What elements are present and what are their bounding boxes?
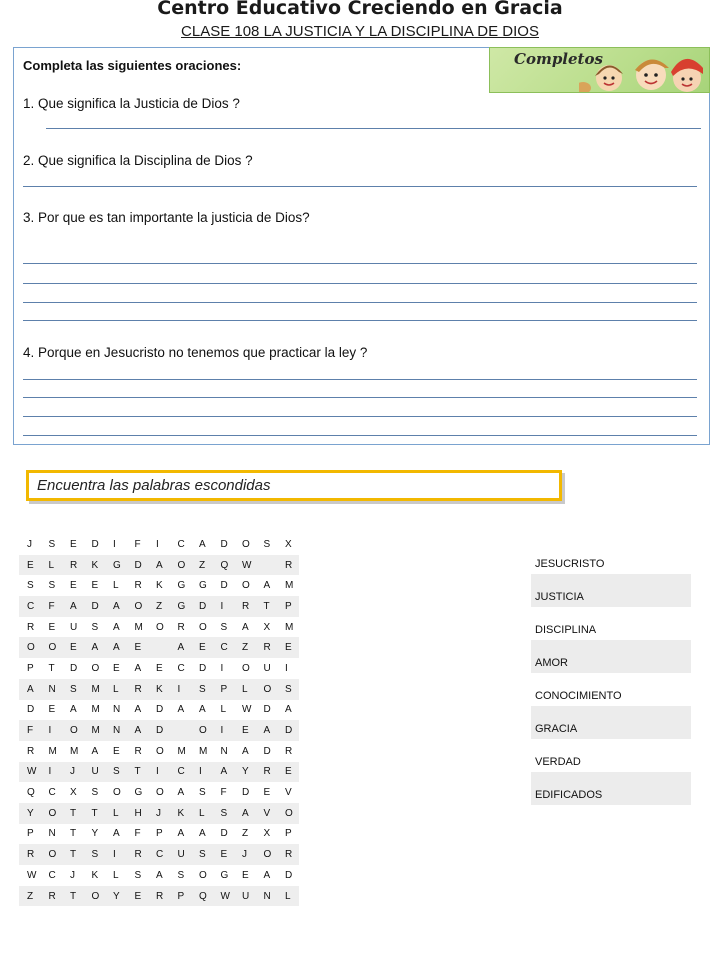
grid-cell[interactable]: F (213, 782, 235, 803)
answer-line[interactable] (23, 302, 697, 303)
grid-cell[interactable]: D (234, 782, 256, 803)
grid-cell[interactable]: F (41, 596, 63, 617)
grid-cell[interactable]: F (127, 534, 149, 555)
grid-cell[interactable]: I (41, 720, 63, 741)
grid-cell[interactable]: L (41, 555, 63, 576)
grid-cell[interactable]: A (256, 575, 278, 596)
grid-cell[interactable]: O (234, 534, 256, 555)
grid-cell[interactable]: N (41, 679, 63, 700)
grid-cell[interactable]: Y (105, 886, 127, 907)
grid-cell[interactable]: F (127, 824, 149, 845)
grid-cell[interactable]: A (84, 741, 106, 762)
grid-cell[interactable]: A (191, 824, 213, 845)
grid-cell[interactable]: O (191, 617, 213, 638)
word-list-item: EDIFICADOS (531, 772, 691, 805)
grid-cell[interactable]: E (62, 575, 84, 596)
grid-cell[interactable]: D (191, 658, 213, 679)
grid-cell[interactable]: Y (84, 824, 106, 845)
grid-cell[interactable]: T (84, 803, 106, 824)
grid-cell[interactable]: N (105, 700, 127, 721)
grid-cell[interactable]: S (170, 865, 192, 886)
grid-cell[interactable]: S (191, 679, 213, 700)
grid-row (19, 555, 299, 576)
grid-cell[interactable]: O (41, 637, 63, 658)
grid-cell[interactable]: D (277, 720, 299, 741)
grid-cell[interactable]: A (213, 762, 235, 783)
grid-cell[interactable]: G (170, 575, 192, 596)
grid-cell[interactable]: T (256, 596, 278, 617)
grid-cell[interactable]: E (277, 762, 299, 783)
grid-cell[interactable]: E (105, 741, 127, 762)
grid-cell[interactable]: L (234, 679, 256, 700)
grid-cell[interactable]: I (148, 534, 170, 555)
grid-cell[interactable]: D (127, 555, 149, 576)
grid-row (19, 803, 299, 824)
grid-cell[interactable]: A (105, 596, 127, 617)
grid-cell[interactable]: M (191, 741, 213, 762)
grid-cell[interactable]: I (213, 658, 235, 679)
grid-cell[interactable]: I (105, 534, 127, 555)
lesson-subtitle: CLASE 108 LA JUSTICIA Y LA DISCIPLINA DE DIOS (181, 23, 539, 40)
grid-cell[interactable]: O (41, 844, 63, 865)
grid-cell[interactable]: W (19, 762, 41, 783)
grid-cell[interactable]: K (148, 679, 170, 700)
grid-cell[interactable]: R (277, 555, 299, 576)
grid-cell[interactable]: H (127, 803, 149, 824)
grid-cell[interactable]: A (84, 637, 106, 658)
answer-line[interactable] (23, 283, 697, 284)
grid-cell[interactable]: O (84, 886, 106, 907)
grid-cell[interactable]: G (170, 596, 192, 617)
grid-cell[interactable]: E (41, 617, 63, 638)
grid-cell[interactable]: P (213, 679, 235, 700)
grid-cell[interactable]: R (234, 596, 256, 617)
grid-cell[interactable]: P (170, 886, 192, 907)
word-list-item: JUSTICIA (531, 574, 691, 607)
grid-cell[interactable]: S (256, 534, 278, 555)
grid-row (19, 741, 299, 762)
grid-cell[interactable]: O (148, 782, 170, 803)
grid-cell[interactable]: A (127, 658, 149, 679)
grid-cell[interactable]: O (41, 803, 63, 824)
grid-row (19, 782, 299, 803)
grid-cell[interactable]: O (148, 617, 170, 638)
grid-cell[interactable]: M (84, 679, 106, 700)
grid-cell[interactable]: A (234, 741, 256, 762)
grid-cell[interactable]: A (19, 679, 41, 700)
grid-cell[interactable]: O (170, 555, 192, 576)
grid-row (19, 720, 299, 741)
grid-cell[interactable]: A (148, 555, 170, 576)
answer-line[interactable] (23, 435, 697, 436)
grid-cell[interactable]: M (127, 617, 149, 638)
grid-cell[interactable]: L (105, 679, 127, 700)
grid-cell[interactable]: P (277, 824, 299, 845)
grid-cell[interactable]: M (41, 741, 63, 762)
grid-cell[interactable]: I (213, 720, 235, 741)
grid-row (19, 679, 299, 700)
grid-cell[interactable]: Q (191, 886, 213, 907)
grid-cell[interactable] (256, 555, 278, 576)
grid-cell[interactable]: T (127, 762, 149, 783)
grid-cell[interactable]: Q (19, 782, 41, 803)
grid-cell[interactable]: Z (19, 886, 41, 907)
grid-cell[interactable]: X (62, 782, 84, 803)
grid-cell[interactable]: I (213, 596, 235, 617)
grid-cell[interactable]: C (41, 865, 63, 886)
grid-cell[interactable]: K (148, 575, 170, 596)
letter-grid (19, 534, 299, 906)
grid-cell[interactable]: A (62, 700, 84, 721)
grid-cell[interactable]: A (127, 720, 149, 741)
grid-cell[interactable]: J (148, 803, 170, 824)
grid-cell[interactable]: A (256, 720, 278, 741)
grid-cell[interactable]: X (256, 617, 278, 638)
grid-row (19, 844, 299, 865)
grid-cell[interactable]: M (62, 741, 84, 762)
grid-cell[interactable]: U (170, 844, 192, 865)
grid-cell[interactable]: R (256, 637, 278, 658)
answer-line[interactable] (23, 320, 697, 321)
grid-cell[interactable]: D (213, 575, 235, 596)
grid-cell[interactable]: E (105, 658, 127, 679)
grid-cell[interactable]: N (41, 824, 63, 845)
grid-row (19, 658, 299, 679)
grid-cell[interactable]: E (213, 844, 235, 865)
grid-row (19, 762, 299, 783)
grid-cell[interactable]: O (191, 720, 213, 741)
grid-cell[interactable]: A (170, 824, 192, 845)
grid-cell[interactable]: S (84, 782, 106, 803)
grid-row (19, 865, 299, 886)
grid-cell[interactable]: O (277, 803, 299, 824)
grid-cell[interactable]: D (19, 700, 41, 721)
grid-cell[interactable] (170, 720, 192, 741)
grid-cell[interactable]: D (277, 865, 299, 886)
grid-cell[interactable]: U (62, 617, 84, 638)
grid-cell[interactable]: X (277, 534, 299, 555)
grid-row (19, 886, 299, 907)
grid-cell[interactable]: N (105, 720, 127, 741)
word-list-item: CONOCIMIENTO (531, 673, 691, 706)
grid-cell[interactable]: Z (191, 555, 213, 576)
word-list-item: DISCIPLINA (531, 607, 691, 640)
grid-cell[interactable]: O (127, 596, 149, 617)
grid-cell[interactable]: A (127, 700, 149, 721)
grid-cell[interactable]: J (62, 762, 84, 783)
grid-cell[interactable]: E (41, 700, 63, 721)
grid-row (19, 575, 299, 596)
grid-row (19, 534, 299, 555)
answer-line[interactable] (23, 186, 697, 187)
word-list-item: GRACIA (531, 706, 691, 739)
grid-cell[interactable]: A (256, 865, 278, 886)
grid-cell[interactable]: R (19, 741, 41, 762)
grid-cell[interactable]: M (277, 617, 299, 638)
grid-cell[interactable]: Q (213, 555, 235, 576)
grid-cell[interactable]: C (41, 782, 63, 803)
word-list-item: AMOR (531, 640, 691, 673)
grid-cell[interactable]: M (277, 575, 299, 596)
grid-cell[interactable]: S (41, 534, 63, 555)
grid-cell[interactable]: S (191, 782, 213, 803)
grid-cell[interactable]: S (62, 679, 84, 700)
grid-cell[interactable]: J (19, 534, 41, 555)
grid-cell[interactable]: M (170, 741, 192, 762)
grid-cell[interactable]: R (127, 844, 149, 865)
grid-cell[interactable]: E (127, 637, 149, 658)
grid-cell[interactable]: A (148, 865, 170, 886)
grid-cell[interactable]: R (19, 617, 41, 638)
answer-line[interactable] (23, 397, 697, 398)
grid-cell[interactable]: C (170, 762, 192, 783)
grid-cell[interactable]: R (277, 844, 299, 865)
grid-cell[interactable]: P (19, 658, 41, 679)
grid-cell[interactable]: M (84, 720, 106, 741)
grid-cell[interactable]: R (19, 844, 41, 865)
grid-cell[interactable]: Y (234, 762, 256, 783)
grid-cell[interactable]: E (127, 886, 149, 907)
grid-cell[interactable]: T (62, 824, 84, 845)
grid-cell[interactable]: P (277, 596, 299, 617)
grid-cell[interactable]: R (127, 575, 149, 596)
answer-line[interactable] (23, 379, 697, 380)
grid-cell[interactable]: E (191, 637, 213, 658)
grid-cell[interactable]: D (256, 741, 278, 762)
grid-cell[interactable]: D (84, 596, 106, 617)
grid-cell[interactable]: D (213, 824, 235, 845)
grid-cell[interactable]: L (213, 700, 235, 721)
grid-cell[interactable]: E (148, 658, 170, 679)
grid-cell[interactable]: Z (234, 637, 256, 658)
page-title: Centro Educativo Creciendo en Gracia (157, 0, 563, 19)
grid-cell[interactable]: G (127, 782, 149, 803)
grid-cell[interactable]: I (191, 762, 213, 783)
grid-cell[interactable]: E (277, 637, 299, 658)
grid-cell[interactable]: A (277, 700, 299, 721)
grid-row (19, 617, 299, 638)
grid-cell[interactable]: F (19, 720, 41, 741)
grid-cell[interactable]: S (213, 617, 235, 638)
grid-cell[interactable]: S (277, 679, 299, 700)
grid-cell[interactable]: Z (148, 596, 170, 617)
grid-cell[interactable]: S (191, 844, 213, 865)
grid-cell[interactable]: A (191, 534, 213, 555)
grid-cell[interactable]: K (84, 555, 106, 576)
grid-cell[interactable]: O (191, 865, 213, 886)
completos-banner (489, 47, 710, 93)
grid-cell[interactable]: A (105, 617, 127, 638)
grid-cell[interactable]: U (256, 658, 278, 679)
grid-cell[interactable]: S (105, 762, 127, 783)
grid-cell[interactable]: K (170, 803, 192, 824)
grid-cell[interactable]: O (234, 575, 256, 596)
grid-cell[interactable]: U (234, 886, 256, 907)
grid-cell[interactable]: S (213, 803, 235, 824)
grid-cell[interactable]: E (256, 782, 278, 803)
grid-cell[interactable]: J (62, 865, 84, 886)
grid-cell[interactable]: O (234, 658, 256, 679)
grid-cell[interactable]: C (148, 844, 170, 865)
grid-cell[interactable]: X (256, 824, 278, 845)
grid-cell[interactable]: I (148, 762, 170, 783)
grid-cell[interactable]: W (234, 555, 256, 576)
grid-cell[interactable]: L (105, 575, 127, 596)
grid-cell[interactable]: G (213, 865, 235, 886)
question-1: 1. Que significa la Justicia de Dios ? (23, 96, 240, 111)
grid-cell[interactable]: D (84, 534, 106, 555)
grid-cell[interactable]: L (191, 803, 213, 824)
grid-cell[interactable]: S (84, 844, 106, 865)
grid-cell[interactable]: W (234, 700, 256, 721)
grid-cell[interactable]: A (234, 803, 256, 824)
grid-cell[interactable]: K (84, 865, 106, 886)
grid-cell[interactable]: D (148, 700, 170, 721)
instructions-heading: Completa las siguientes oraciones: (23, 58, 242, 73)
answer-line[interactable] (23, 263, 697, 264)
grid-cell[interactable]: D (62, 658, 84, 679)
grid-cell[interactable]: E (234, 865, 256, 886)
grid-cell[interactable]: I (170, 679, 192, 700)
grid-cell[interactable]: N (213, 741, 235, 762)
grid-row (19, 700, 299, 721)
word-list-item: VERDAD (531, 739, 691, 772)
grid-cell[interactable]: D (213, 534, 235, 555)
grid-row (19, 596, 299, 617)
grid-cell[interactable]: R (127, 741, 149, 762)
grid-cell[interactable]: Z (234, 824, 256, 845)
grid-cell[interactable]: U (84, 762, 106, 783)
grid-cell[interactable]: O (105, 782, 127, 803)
grid-cell[interactable]: I (277, 658, 299, 679)
grid-cell[interactable]: E (62, 637, 84, 658)
grid-cell[interactable]: A (105, 824, 127, 845)
grid-cell[interactable]: S (127, 865, 149, 886)
grid-cell[interactable]: G (191, 575, 213, 596)
grid-cell[interactable]: W (213, 886, 235, 907)
grid-cell[interactable]: D (148, 720, 170, 741)
grid-cell[interactable]: C (19, 596, 41, 617)
children-illustration-icon (579, 48, 709, 93)
grid-cell[interactable]: R (277, 741, 299, 762)
grid-cell[interactable]: W (19, 865, 41, 886)
grid-cell[interactable]: M (84, 700, 106, 721)
grid-cell[interactable]: D (191, 596, 213, 617)
grid-cell[interactable]: G (105, 555, 127, 576)
grid-cell[interactable]: E (84, 575, 106, 596)
word-list-item: JESUCRISTO (531, 541, 691, 574)
grid-cell[interactable]: R (41, 886, 63, 907)
grid-cell[interactable]: C (170, 658, 192, 679)
question-4: 4. Porque en Jesucristo no tenemos que practicar la ley ? (23, 345, 368, 360)
answer-line[interactable] (23, 416, 697, 417)
grid-cell[interactable]: R (127, 679, 149, 700)
grid-cell[interactable]: P (148, 824, 170, 845)
grid-cell[interactable]: S (41, 575, 63, 596)
grid-cell[interactable]: R (62, 555, 84, 576)
word-list (531, 541, 691, 805)
grid-cell[interactable]: J (234, 844, 256, 865)
grid-cell[interactable]: P (19, 824, 41, 845)
grid-cell[interactable]: T (62, 886, 84, 907)
grid-cell[interactable]: L (105, 865, 127, 886)
grid-cell[interactable]: L (105, 803, 127, 824)
word-search-prompt-box (26, 470, 562, 501)
grid-cell[interactable]: L (277, 886, 299, 907)
grid-cell[interactable]: N (256, 886, 278, 907)
word-search-prompt: Encuentra las palabras escondidas (37, 477, 271, 494)
grid-cell[interactable]: V (277, 782, 299, 803)
grid-cell[interactable]: O (62, 720, 84, 741)
answer-line[interactable] (46, 128, 701, 129)
question-3: 3. Por que es tan importante la justicia de Dios? (23, 210, 310, 225)
grid-cell[interactable]: D (256, 700, 278, 721)
grid-cell[interactable]: S (19, 575, 41, 596)
grid-cell[interactable]: A (191, 700, 213, 721)
grid-cell[interactable]: E (62, 534, 84, 555)
grid-row (19, 824, 299, 845)
grid-cell[interactable]: C (213, 637, 235, 658)
grid-cell[interactable] (148, 637, 170, 658)
question-2: 2. Que significa la Disciplina de Dios ? (23, 153, 253, 168)
grid-cell[interactable]: E (234, 720, 256, 741)
grid-row (19, 637, 299, 658)
grid-cell[interactable]: O (19, 637, 41, 658)
grid-cell[interactable]: I (41, 762, 63, 783)
grid-cell[interactable]: I (105, 844, 127, 865)
grid-cell[interactable]: R (256, 762, 278, 783)
grid-cell[interactable]: A (234, 617, 256, 638)
grid-cell[interactable]: A (170, 700, 192, 721)
banner-label: Completos (514, 50, 603, 68)
grid-cell[interactable]: O (148, 741, 170, 762)
grid-cell[interactable]: C (170, 534, 192, 555)
grid-cell[interactable]: O (84, 658, 106, 679)
grid-cell[interactable]: R (148, 886, 170, 907)
grid-cell[interactable]: Y (19, 803, 41, 824)
grid-cell[interactable]: O (256, 679, 278, 700)
grid-cell[interactable]: T (62, 803, 84, 824)
grid-cell[interactable]: R (170, 617, 192, 638)
grid-cell[interactable]: A (170, 637, 192, 658)
grid-cell[interactable]: S (84, 617, 106, 638)
grid-cell[interactable]: O (256, 844, 278, 865)
grid-cell[interactable]: E (19, 555, 41, 576)
grid-cell[interactable]: V (256, 803, 278, 824)
grid-cell[interactable]: A (170, 782, 192, 803)
grid-cell[interactable]: T (41, 658, 63, 679)
grid-cell[interactable]: T (62, 844, 84, 865)
grid-cell[interactable]: A (105, 637, 127, 658)
grid-cell[interactable]: A (62, 596, 84, 617)
